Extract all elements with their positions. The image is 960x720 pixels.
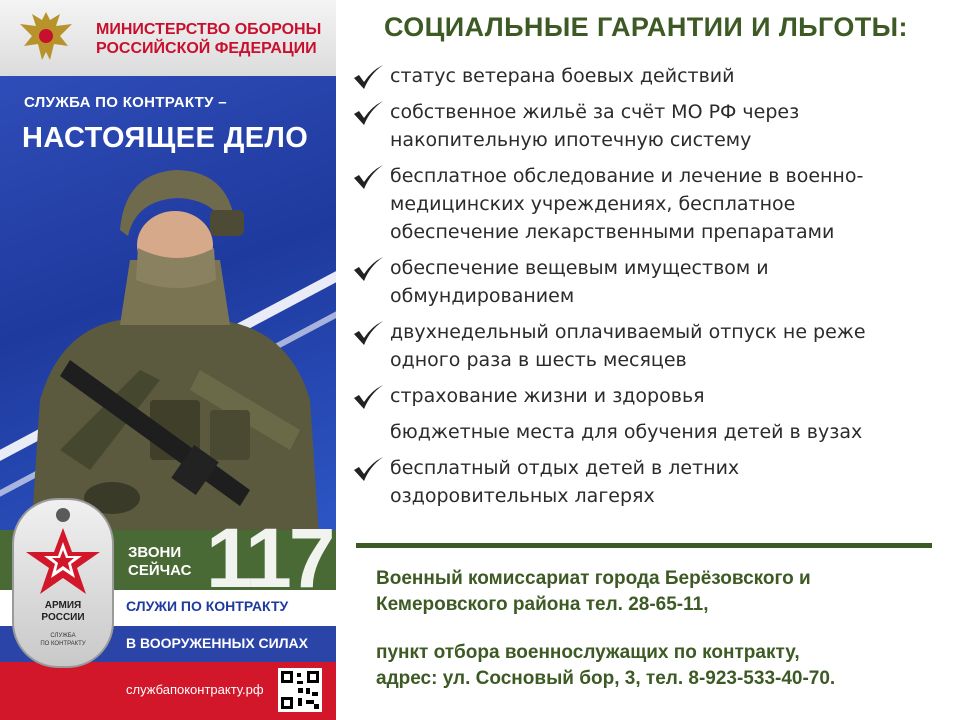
ministry-name	[96, 20, 332, 58]
call-line-2: СЕЙЧАС	[128, 562, 192, 579]
contact-line-3: пункт отбора военнослужащих по контракту,	[376, 642, 800, 663]
page-title: СОЦИАЛЬНЫЕ ГАРАНТИИ И ЛЬГОТЫ:	[384, 12, 908, 42]
eagle-emblem-icon	[10, 6, 82, 70]
checkmark-icon	[352, 62, 384, 94]
checkmark-icon	[352, 98, 384, 130]
benefit-text-line: обеспечение вещевым имуществом и	[390, 257, 769, 279]
dogtag-hole	[56, 508, 70, 522]
checkmark-icon	[352, 254, 384, 286]
benefit-text-line: страхование жизни и здоровья	[390, 385, 705, 407]
commissariat-contact	[376, 566, 936, 618]
benefits-list	[352, 62, 942, 510]
armed-forces-text: В ВООРУЖЕННЫХ СИЛАХ	[126, 635, 308, 651]
benefit-item	[352, 418, 942, 446]
contact-line-1: Военный комиссариат города Берёзовского и	[376, 568, 811, 589]
soldier-illustration	[0, 150, 336, 550]
benefit-item	[352, 382, 942, 410]
benefit-text-line: бесплатное обследование и лечение в военно-	[390, 165, 864, 187]
contact-line-4: адрес: ул. Сосновый бор, 3, тел. 8-923-533-40-70.	[376, 668, 836, 689]
army-sub-line-1: СЛУЖБА	[50, 633, 76, 639]
slogan-line-2: НАСТОЯЩЕЕ ДЕЛО	[22, 122, 309, 154]
army-sub-line-2: ПО КОНТРАКТУ	[40, 641, 86, 647]
benefit-item	[352, 98, 942, 154]
qr-code-icon	[278, 668, 322, 712]
benefit-text-line: оздоровительных лагерях	[390, 485, 655, 507]
benefit-text-line: статус ветерана боевых действий	[390, 65, 735, 87]
benefit-text-line: обеспечение лекарственными препаратами	[390, 221, 835, 243]
checkmark-icon	[352, 162, 384, 194]
benefit-item	[352, 254, 942, 310]
slogan-line-1: СЛУЖБА ПО КОНТРАКТУ –	[24, 94, 227, 111]
checkmark-icon	[352, 382, 384, 414]
selection-point-contact	[376, 640, 936, 692]
benefit-text-line: двухнедельный оплачиваемый отпуск не реже	[390, 321, 866, 343]
recruitment-poster	[0, 0, 336, 720]
benefit-text-line: бюджетные места для обучения детей в вузах	[390, 421, 863, 443]
army-dogtag	[12, 498, 114, 668]
section-divider	[356, 543, 932, 548]
benefit-text-line: собственное жильё за счёт МО РФ через	[390, 101, 800, 123]
ministry-line-1: МИНИСТЕРСТВО ОБОРОНЫ	[96, 21, 322, 38]
website-link[interactable]: службапоконтракту.рф	[126, 682, 264, 697]
checkmark-icon	[352, 318, 384, 350]
benefit-item	[352, 454, 942, 510]
army-line-2: РОССИИ	[41, 612, 85, 623]
benefit-item	[352, 162, 942, 246]
serve-contract-text: СЛУЖИ ПО КОНТРАКТУ	[126, 598, 289, 614]
checkmark-icon	[352, 454, 384, 486]
army-line-1: АРМИЯ	[44, 600, 82, 611]
army-contract-label	[14, 632, 112, 648]
benefit-text-line: одного раза в шесть месяцев	[390, 349, 687, 371]
army-russia-label	[14, 600, 112, 624]
benefit-text-line: обмундированием	[390, 285, 575, 307]
contact-line-2: Кемеровского района тел. 28-65-11,	[376, 594, 709, 615]
benefit-text-line: бесплатный отдых детей в летних	[390, 457, 740, 479]
poster-header	[0, 0, 336, 76]
benefit-text-line: накопительную ипотечную систему	[390, 129, 752, 151]
call-line-1: ЗВОНИ	[128, 544, 182, 561]
call-now-text	[128, 544, 191, 580]
benefit-item	[352, 62, 942, 90]
star-icon	[24, 526, 102, 596]
benefit-text-line: медицинских учреждениях, бесплатное	[390, 193, 796, 215]
benefit-item	[352, 318, 942, 374]
ministry-line-2: РОССИЙСКОЙ ФЕДЕРАЦИИ	[96, 40, 317, 57]
hotline-number: 117	[206, 511, 333, 605]
